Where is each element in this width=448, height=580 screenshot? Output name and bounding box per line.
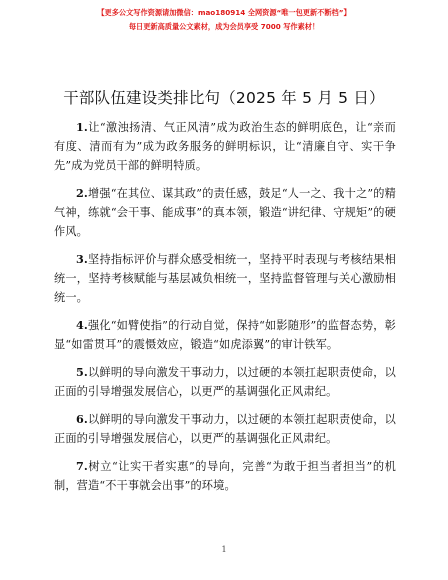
paragraph-number: 3. [76,252,88,266]
paragraph-5 [54,363,396,401]
paragraph-text: 强化“如臂使指”的行动自觉，保持“如影随形”的监督态势，彰显“如雷贯耳”的震慑效应，锻造“如虎添翼”的审计铁军。 [54,319,396,351]
paragraph-number: 2. [76,186,88,200]
paragraph-text: 增强“在其位、谋其政”的责任感，鼓足“人一之、我十之”的精气神，练就“会干事、能成事”的真本领，锻造“讲纪律、守规矩”的硬作风。 [54,187,396,238]
paragraph-3 [54,250,396,307]
paragraph-2 [54,184,396,241]
paragraph-number: 1. [76,120,88,134]
document-body [54,118,396,504]
promo-banner [0,7,448,33]
page-number: 1 [221,545,227,554]
paragraph-number: 5. [76,365,88,379]
paragraph-number: 6. [76,412,88,426]
paragraph-text: 坚持指标评价与群众感受相统一，坚持平时表现与考核结果相统一，坚持考核赋能与基层减负相统一，坚持监督管理与关心激励相统一。 [54,253,396,304]
paragraph-6 [54,410,396,448]
paragraph-7 [54,457,396,495]
promo-banner-line-2: 每日更新高质量公文素材，成为会员享受 7000 写作素材！ [128,22,320,31]
paragraph-number: 4. [76,318,88,332]
paragraph-text: 树立“让实干者实惠”的导向，完善“为敢于担当者担当”的机制，营造“不干事就会出事”的环境。 [54,460,396,492]
paragraph-4 [54,316,396,354]
paragraph-number: 7. [76,459,88,473]
paragraph-text: 以鲜明的导向激发干事动力，以过硬的本领扛起职责使命，以正面的引导增强发展信心，以更严的基调强化正风肃纪。 [54,413,396,445]
document-title: 干部队伍建设类排比句（2025 年 5 月 5 日） [63,89,385,107]
paragraph-text: 让“激浊扬清、气正风清”成为政治生态的鲜明底色，让“亲而有度、清而有为”成为政务服务的鲜明标识，让“清廉自守、实干争先”成为党员干部的鲜明特质。 [54,121,396,172]
paragraph-1 [54,118,396,175]
promo-banner-line-1: 【更多公文写作资源请加微信：mao180914 全网资源“唯一包更新不断档”】 [97,8,351,17]
paragraph-text: 以鲜明的导向激发干事动力，以过硬的本领扛起职责使命，以正面的引导增强发展信心，以更严的基调强化正风肃纪。 [54,366,396,398]
